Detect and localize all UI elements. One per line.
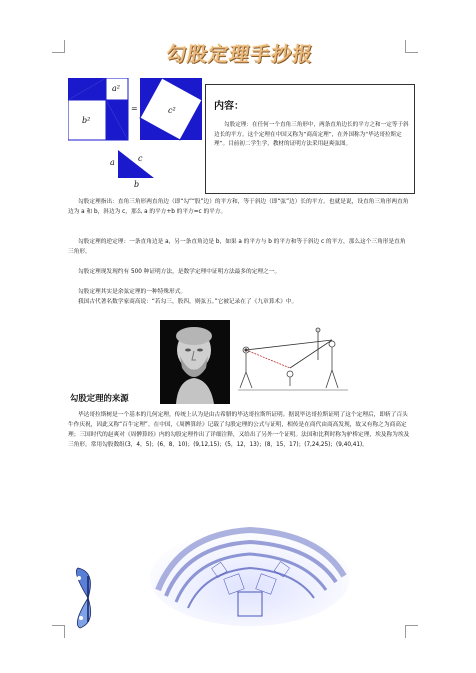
- pythagoras-bust-image: [160, 320, 230, 404]
- pythagoras-tree-image: [140, 520, 360, 630]
- margin-mark-top-left: [52, 40, 65, 53]
- content-box: [205, 84, 415, 194]
- margin-mark-bottom-right: [405, 625, 418, 638]
- pythagorean-figures: [68, 78, 202, 189]
- content-box-text: 勾股定理：在任何一个直角三角形中，两条直角边长的平方之和一定等于斜边长的平方。这个定理在中国又称为“商高定理”，在外国称为“毕达哥拉斯定理”。目前初二学生学，教材的证明方法采用赵爽弦图。: [214, 122, 409, 147]
- page-title: 勾股定理手抄报: [164, 42, 315, 66]
- paragraph: 勾股定理指出：直角三角形两直角边（即“勾”“股”边）的平方和，等于斜边（即“弦”边）长的平方。也就是说，设直角三角形两直角边为 a 和 b，斜边为 c，那么 a 的平方+b 的平方=c 的平方。: [68, 199, 409, 215]
- measuring-sketch-image: [232, 320, 352, 402]
- margin-mark-top-right: [405, 40, 418, 53]
- label-a: a: [110, 158, 115, 167]
- proof-diagram: [68, 78, 202, 182]
- butterfly-image: [70, 566, 106, 630]
- right-triangle: [118, 150, 154, 178]
- label-b: b: [134, 180, 140, 189]
- content-box-title: 内容：: [214, 101, 244, 112]
- margin-mark-bottom-left: [52, 625, 65, 638]
- paragraph: 勾股定理的逆定理：一条直角边是 a，另一条直角边是 b，如果 a 的平方与 b 的平方和等于斜边 c 的平方，那么这个三角形是直角三角形。: [68, 239, 406, 255]
- section-heading: 勾股定理的来源: [70, 393, 129, 403]
- label-c: c: [138, 154, 143, 163]
- source-paragraph: 毕达哥拉斯树是一个基本的几何定理，传统上认为是由古希腊的毕达哥拉斯所证明。据说毕达哥拉斯证明了这个定理后，即斩了百头牛作庆祝，因此又称“百牛定理”。在中国，《周髀算经》记载了勾股定理的公式与证明，相传是在商代由商高发现，故又有称之为商高定理；三国时代的赵爽对《周髀算经》内的勾股定理作出了详细注释，又给出了另外一个证明。法国和比利时称为驴桥定理，埃及称为埃及三角形。常用勾股数组(3，4，5)；(6，8，10)；(9,12,15)；(5，12，13)；(8，15，17)；(7,24,25)；(9,40,41)。: [68, 412, 410, 448]
- equals-sign: =: [131, 104, 138, 113]
- paragraph: 勾股定理现发现约有 500 种证明方法，是数学定理中证明方法最多的定理之一。: [78, 269, 281, 275]
- label-a2: a²: [112, 84, 120, 93]
- label-c2: c²: [168, 106, 176, 115]
- paragraph: 我国古代著名数学家商高说：“若勾三，股四，则弦五。”它被记录在了《九章算术》中。: [78, 299, 298, 305]
- label-b2: b²: [82, 116, 91, 125]
- paragraph: 勾股定理其实是余弦定理的一种特殊形式。: [78, 289, 187, 295]
